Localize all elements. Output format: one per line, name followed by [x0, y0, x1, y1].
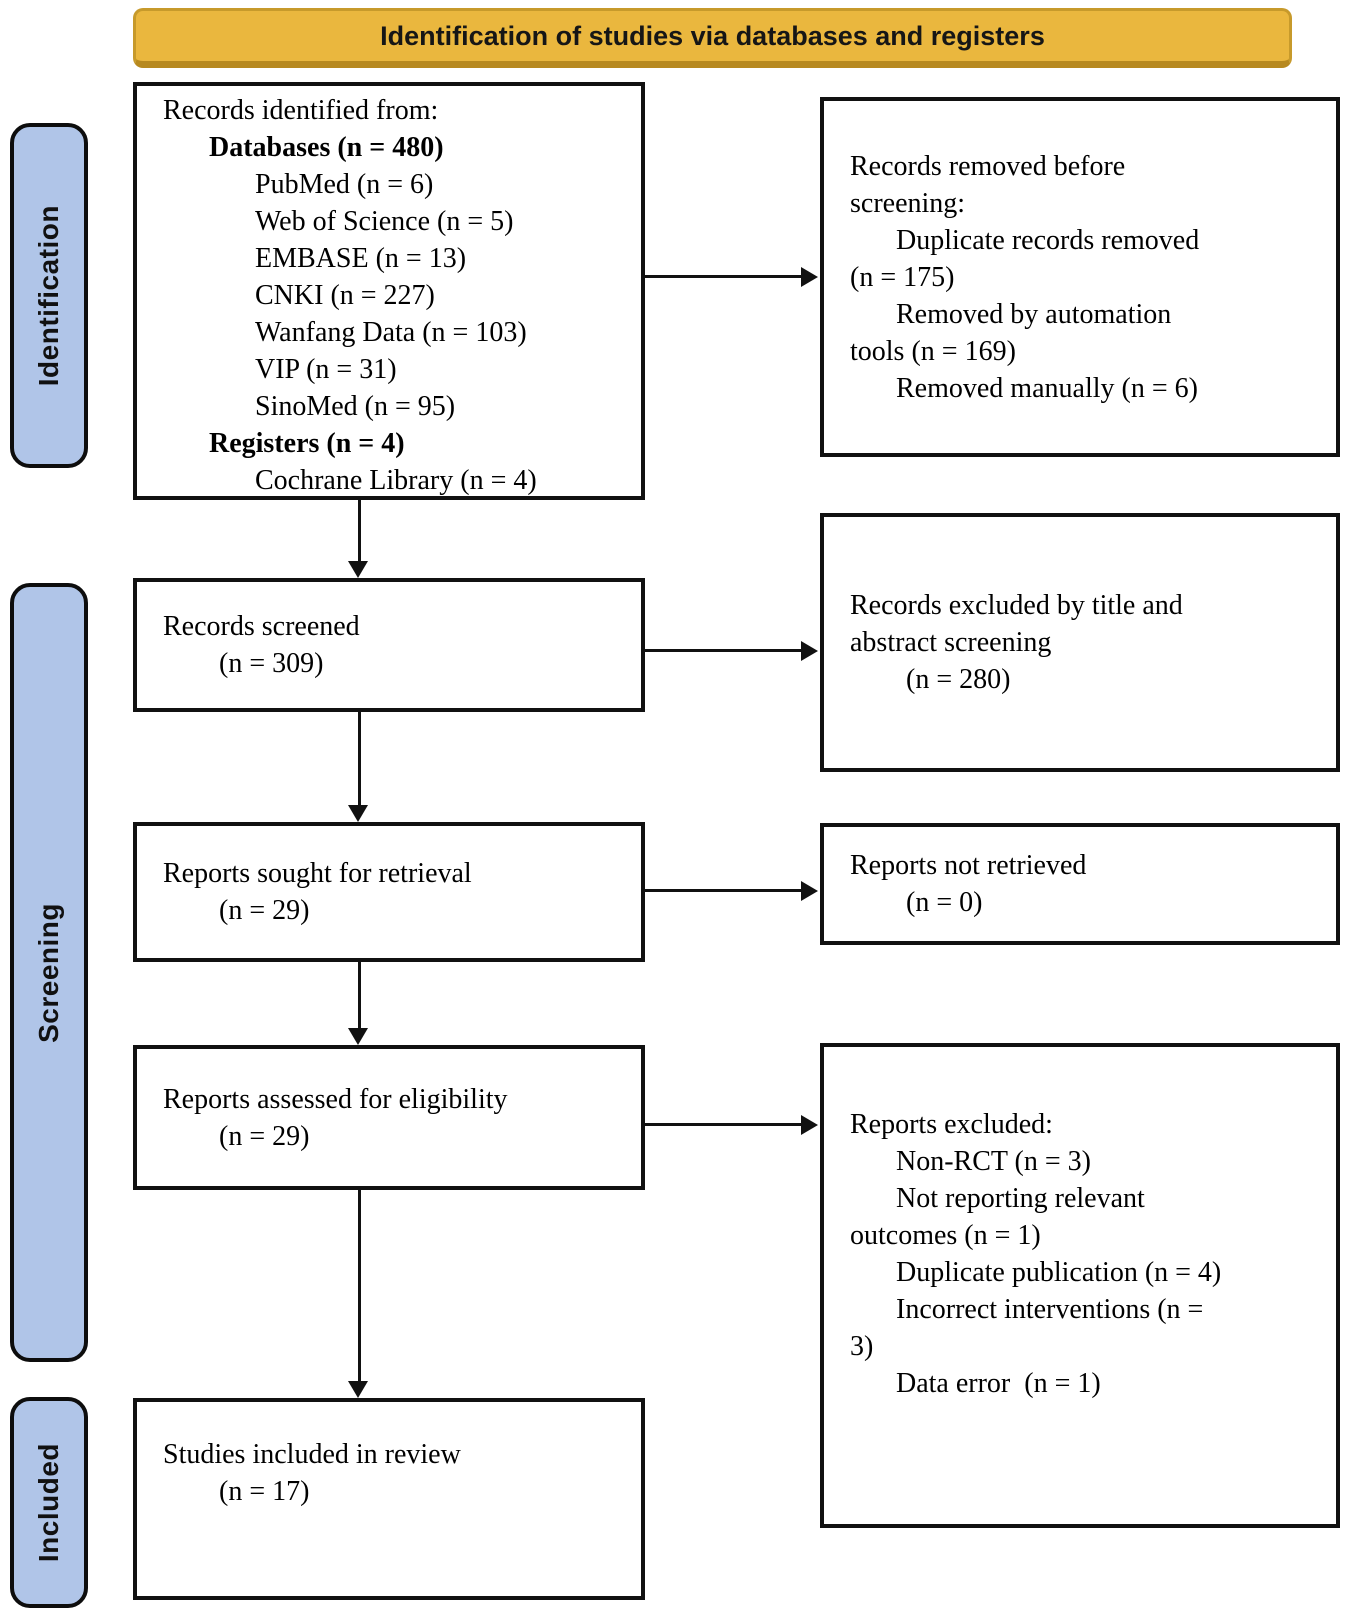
arrow-screened-to-sought-head-icon [348, 805, 368, 822]
title-banner [133, 8, 1292, 68]
records-screened-box [133, 578, 645, 712]
text-line: (n = 29) [219, 895, 310, 926]
arrow-assessed-to-reports-excluded-line [645, 1123, 803, 1126]
stage-label-screening: Screening [33, 902, 64, 1043]
arrow-sought-to-assessed-line [358, 962, 361, 1029]
stage-label-identification: Identification [33, 204, 64, 387]
text-line: (n = 17) [219, 1476, 310, 1507]
stage-label-included: Included [33, 1442, 64, 1563]
text-line: Registers (n = 4) [209, 428, 405, 459]
reports-assessed-box [133, 1045, 645, 1190]
studies-included-box [133, 1398, 645, 1600]
stage-bar-screening [10, 583, 88, 1362]
records-excluded-box [820, 513, 1340, 772]
arrow-identified-to-removed-line [645, 275, 803, 278]
reports-excluded-box [820, 1043, 1340, 1528]
text-line: Not reporting relevant [896, 1182, 1145, 1214]
text-line: abstract screening [850, 627, 1052, 658]
text-line: Web of Science (n = 5) [255, 206, 514, 237]
text-line: Removed by automation [896, 298, 1172, 330]
text-line: Cochrane Library (n = 4) [255, 465, 537, 496]
arrow-sought-to-assessed-head-icon [348, 1028, 368, 1045]
stage-bar-included [10, 1397, 88, 1608]
text-line: screening: [850, 187, 966, 219]
text-line: Incorrect interventions (n = [896, 1293, 1204, 1325]
arrow-sought-to-not-retrieved-head-icon [801, 881, 818, 901]
text-line: (n = 309) [219, 648, 324, 679]
text-line: Records excluded by title and [850, 590, 1183, 621]
arrow-identified-to-screened-head-icon [348, 561, 368, 578]
text-line: Reports excluded: [850, 1108, 1053, 1140]
stage-bar-identification [10, 123, 88, 468]
records-identified-box [133, 82, 645, 500]
arrow-assessed-to-reports-excluded-head-icon [801, 1115, 818, 1135]
text-line: Records removed before [850, 150, 1126, 182]
text-line: Non-RCT (n = 3) [896, 1145, 1091, 1177]
text-line: Reports not retrieved [850, 850, 1087, 881]
text-line: Records screened [163, 611, 360, 642]
text-line: 3) [850, 1330, 874, 1362]
arrow-screened-to-sought-line [358, 712, 361, 806]
text-line: Reports sought for retrieval [163, 858, 472, 889]
text-line: CNKI (n = 227) [255, 280, 435, 311]
arrow-identified-to-removed-head-icon [801, 267, 818, 287]
text-line: Duplicate publication (n = 4) [896, 1256, 1222, 1288]
text-line: Wanfang Data (n = 103) [255, 317, 527, 348]
arrow-identified-to-screened-line [358, 500, 361, 562]
text-line: VIP (n = 31) [255, 354, 397, 385]
text-line: (n = 29) [219, 1120, 310, 1152]
text-line: Reports assessed for eligibility [163, 1083, 508, 1115]
text-line: Duplicate records removed [896, 224, 1200, 256]
arrow-screened-to-excluded-line [645, 649, 803, 652]
text-line: outcomes (n = 1) [850, 1219, 1041, 1251]
text-line: Databases (n = 480) [209, 132, 444, 163]
reports-sought-box [133, 822, 645, 962]
text-line: PubMed (n = 6) [255, 169, 434, 200]
text-line: (n = 175) [850, 261, 955, 293]
arrow-sought-to-not-retrieved-line [645, 889, 803, 892]
text-line: tools (n = 169) [850, 335, 1016, 367]
text-line: Records identified from: [163, 95, 439, 126]
arrow-assessed-to-included-head-icon [348, 1381, 368, 1398]
records-removed-box [820, 97, 1340, 457]
text-line: Data error (n = 1) [896, 1367, 1101, 1399]
text-line: EMBASE (n = 13) [255, 243, 467, 274]
arrow-screened-to-excluded-head-icon [801, 641, 818, 661]
text-line: Removed manually (n = 6) [896, 372, 1198, 404]
reports-not-retrieved-box [820, 823, 1340, 945]
diagram-title: Identification of studies via databases and registers [380, 20, 1045, 51]
text-line: (n = 280) [906, 664, 1011, 695]
text-line: SinoMed (n = 95) [255, 391, 456, 422]
text-line: Studies included in review [163, 1439, 461, 1470]
text-line: (n = 0) [906, 887, 983, 918]
arrow-assessed-to-included-line [358, 1190, 361, 1382]
